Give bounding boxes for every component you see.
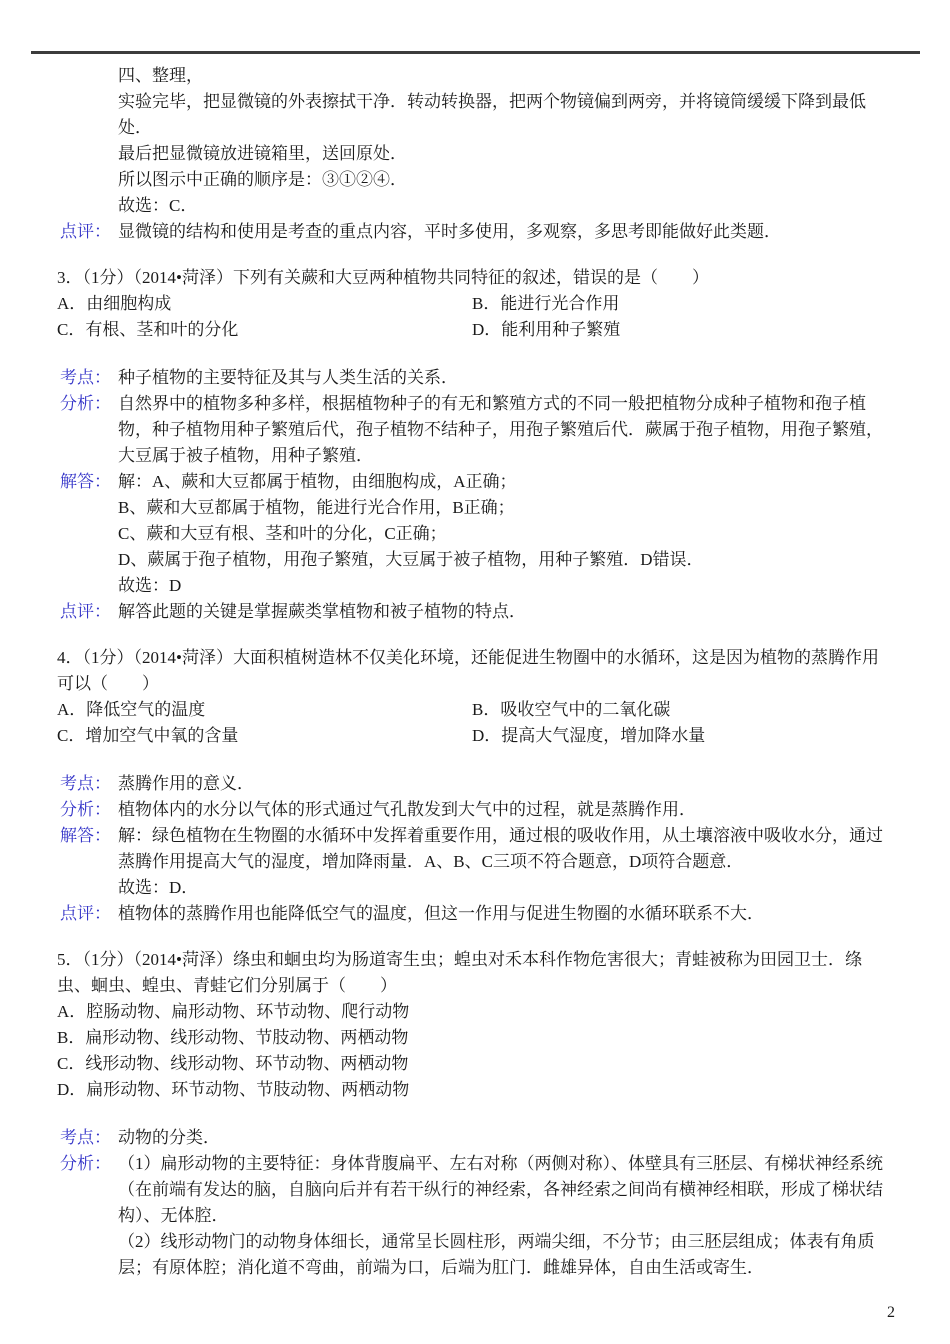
comment-label: 点评：	[60, 602, 111, 621]
analysis-paragraph: （1）扁形动物的主要特征：身体背腹扁平、左右对称（两侧对称）、体壁具有三胚层、有梯状神经系统（在前端有发达的脑，自脑向后并有若干纵行的神经索，各神经索之间尚有横神经相联，形成了梯状结构）、无体腔．	[118, 1154, 883, 1225]
question-4-explanation	[57, 771, 895, 927]
analysis-label: 分析：	[60, 800, 111, 819]
question-5-option-b: B．扁形动物、线形动物、节肢动物、两栖动物	[57, 1028, 409, 1047]
analysis-text: 自然界中的植物多种多样，根据植物种子的有无和繁殖方式的不同一般把植物分成种子植物和孢子植物，种子植物用种子繁殖后代，孢子植物不结种子，用孢子繁殖后代．蕨属于孢子植物，用孢子繁殖，大豆属于被子植物，用种子繁殖．	[118, 394, 883, 465]
question-5-option-c: C．线形动物、线形动物、环节动物、两栖动物	[57, 1054, 409, 1073]
header-rule	[31, 51, 920, 54]
answer-choice-line: 故选：D	[118, 576, 182, 595]
solution-line: 最后把显微镜放进镜箱里，送回原处．	[118, 144, 407, 163]
question-5	[57, 947, 895, 1103]
solution-text	[118, 469, 895, 599]
question-4-options	[57, 697, 895, 749]
keypoint-label: 考点：	[60, 774, 111, 793]
comment-label: 点评：	[60, 904, 111, 923]
question-4-option-c: C．增加空气中氧的含量	[57, 726, 239, 745]
solution-row	[57, 823, 895, 901]
question-5-explanation	[57, 1125, 895, 1281]
solution-line: B、蕨和大豆都属于植物，能进行光合作用，B正确；	[118, 498, 515, 517]
solution-line: 四、整理，	[118, 66, 203, 85]
keypoint-label: 考点：	[60, 1128, 111, 1147]
analysis-text	[118, 1151, 895, 1281]
question-3-option-c: C．有根、茎和叶的分化	[57, 320, 239, 339]
keypoint-row	[57, 365, 895, 391]
question-3-option-d: D．能利用种子繁殖	[472, 320, 621, 339]
question-5-option-a: A．腔肠动物、扁形动物、环节动物、爬行动物	[57, 1002, 410, 1021]
comment-label: 点评：	[60, 222, 111, 241]
question-4-option-b: B．吸收空气中的二氧化碳	[472, 700, 671, 719]
comment-row	[57, 219, 895, 245]
answer-choice-line: 故选：D．	[118, 878, 199, 897]
solution-line: 所以图示中正确的顺序是：③①②④．	[118, 170, 407, 189]
analysis-label: 分析：	[60, 394, 111, 413]
analysis-row	[57, 391, 895, 469]
comment-row	[57, 599, 895, 625]
keypoint-text: 种子植物的主要特征及其与人类生活的关系．	[118, 368, 458, 387]
answer-choice-line: 故选：C．	[118, 196, 198, 215]
comment-row	[57, 901, 895, 927]
analysis-paragraph: （2）线形动物门的动物身体细长，通常呈长圆柱形，两端尖细，不分节；由三胚层组成；体表有角质层；有原体腔；消化道不弯曲，前端为口，后端为肛门．雌雄异体，自由生活或寄生．	[118, 1232, 875, 1277]
page-content	[57, 63, 895, 1281]
keypoint-label: 考点：	[60, 368, 111, 387]
keypoint-row	[57, 1125, 895, 1151]
keypoint-text: 蒸腾作用的意义．	[118, 774, 254, 793]
comment-text: 解答此题的关键是掌握蕨类掌植物和被子植物的特点．	[118, 602, 526, 621]
solution-line: 实验完毕，把显微镜的外表擦拭干净．转动转换器，把两个物镜偏到两旁，并将镜筒缓缓下降到最低处．	[118, 92, 866, 137]
solution-line: 解：A、蕨和大豆都属于植物，由细胞构成，A正确；	[118, 472, 517, 491]
question-3	[57, 265, 895, 343]
analysis-row	[57, 797, 895, 823]
comment-text: 植物体的蒸腾作用也能降低空气的温度，但这一作用与促进生物圈的水循环联系不大．	[118, 904, 764, 923]
solution-row	[57, 469, 895, 599]
analysis-row	[57, 1151, 895, 1281]
keypoint-row	[57, 771, 895, 797]
solution-line: 解：绿色植物在生物圈的水循环中发挥着重要作用，通过根的吸收作用，从土壤溶液中吸收水分，通过蒸腾作用提高大气的湿度，增加降雨量．A、B、C三项不符合题意，D项符合题意．	[118, 826, 883, 871]
question-5-option-d: D．扁形动物、环节动物、节肢动物、两栖动物	[57, 1080, 410, 1099]
question-3-option-a: A．由细胞构成	[57, 294, 172, 313]
question-4-option-a: A．降低空气的温度	[57, 700, 206, 719]
question-3-stem: 3．（1分）（2014•菏泽）下列有关蕨和大豆两种植物共同特征的叙述，错误的是（ ）	[57, 268, 709, 287]
comment-text: 显微镜的结构和使用是考查的重点内容，平时多使用，多观察，多思考即能做好此类题．	[118, 222, 781, 241]
question-2-solution-tail	[57, 63, 895, 245]
analysis-label: 分析：	[60, 1154, 111, 1173]
keypoint-text: 动物的分类．	[118, 1128, 220, 1147]
solution-line: D、蕨属于孢子植物，用孢子繁殖，大豆属于被子植物，用种子繁殖．D错误．	[118, 550, 704, 569]
solution-label: 解答：	[60, 826, 111, 845]
solution-label: 解答：	[60, 472, 111, 491]
solution-line: C、蕨和大豆有根、茎和叶的分化，C正确；	[118, 524, 447, 543]
solution-text	[118, 823, 895, 901]
question-3-options	[57, 291, 895, 343]
question-5-stem: 5．（1分）（2014•菏泽）绦虫和蛔虫均为肠道寄生虫；蝗虫对禾本科作物危害很大；青蛙被称为田园卫士．绦虫、蛔虫、蝗虫、青蛙它们分别属于（ ）	[57, 950, 862, 995]
question-4-stem: 4．（1分）（2014•菏泽）大面积植树造林不仅美化环境，还能促进生物圈中的水循环，这是因为植物的蒸腾作用可以（ ）	[57, 648, 879, 693]
question-3-explanation	[57, 365, 895, 625]
question-3-option-b: B．能进行光合作用	[472, 294, 620, 313]
analysis-text: 植物体内的水分以气体的形式通过气孔散发到大气中的过程，就是蒸腾作用．	[118, 800, 696, 819]
question-4	[57, 645, 895, 749]
page-number: 2	[887, 1304, 895, 1321]
question-4-option-d: D．提高大气湿度，增加降水量	[472, 726, 706, 745]
